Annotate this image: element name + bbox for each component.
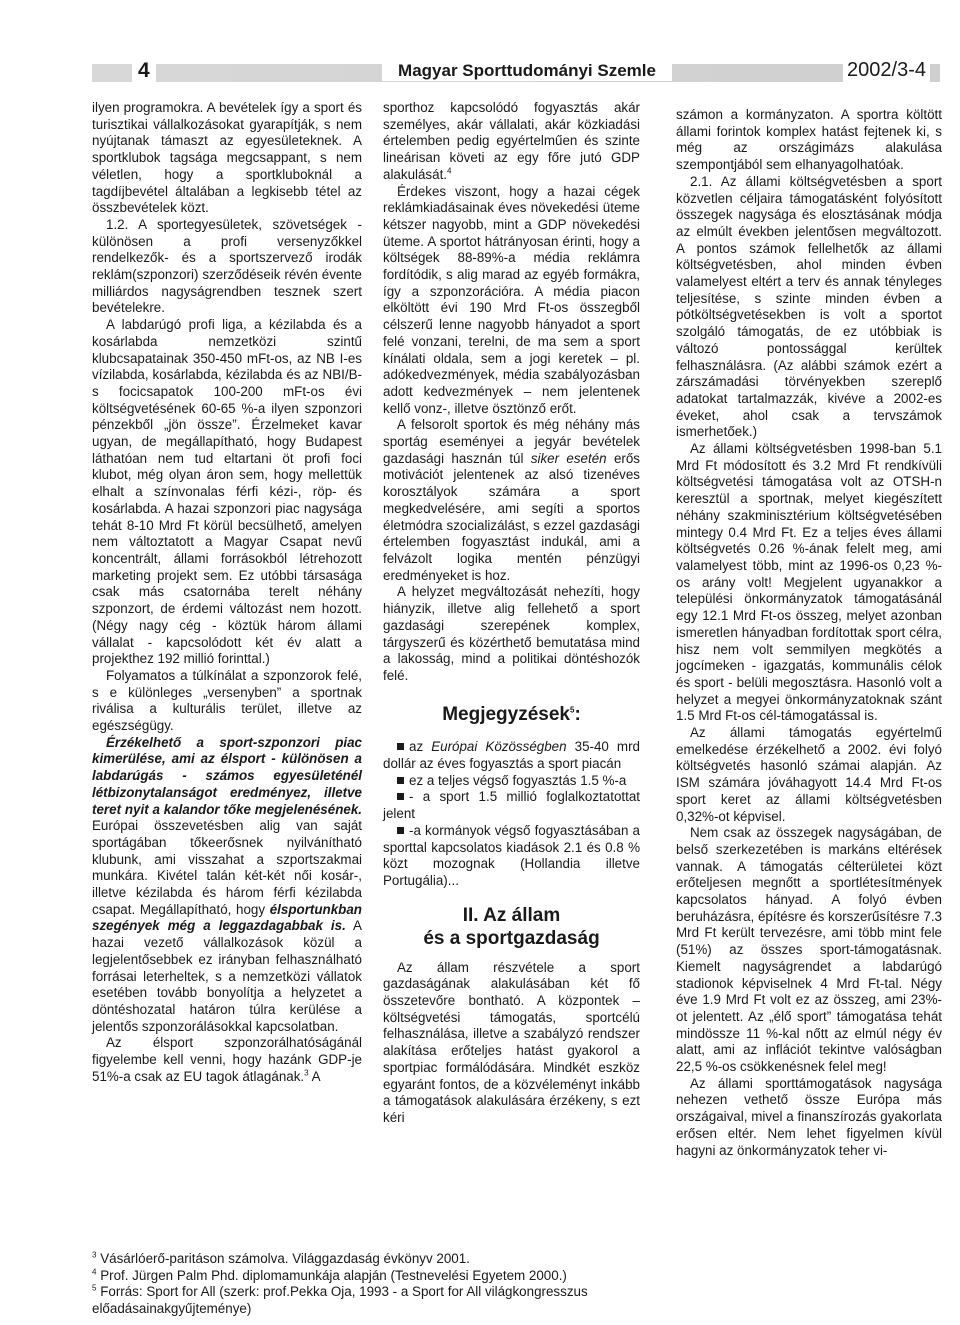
heading-text: Megjegyzések bbox=[442, 703, 570, 725]
footnotes bbox=[92, 1251, 652, 1317]
paragraph: 1.2. A sportegyesületek, szövetségek - különösen a profi versenyzőkkel rendelkezők- és a sportszervező irodák reklám(szponzori) szerződéseik révén évente milliárdos nagyságrendben tesznek szert bevételekre. bbox=[92, 216, 362, 316]
footnote-text: Prof. Jürgen Palm Phd. diplomamunkája alapján (Testnevelési Egyetem 2000.) bbox=[100, 1267, 567, 1283]
square-bullet-icon bbox=[397, 793, 404, 800]
text-run: A hazai vezető vállalkozások közül a legjelentősebbek ez irányban felhasználható forrásai leterheltek, s a nemzetközi vállatok esetében tovább bonyolítja a helyzetet a döntéshozatal határon túlra kerülése a jelentős szponzorálásokkal kapcsolatban. bbox=[92, 918, 362, 1034]
emphasis-text: Érzékelhető a sport-szponzori piac kimerülése, ami az élsport - különösen a labdarúgás - számos egyesületénél létbizonytalanságot eredményez, illetve teret nyit a kalandor tőke megjelenésének. bbox=[92, 734, 362, 817]
paragraph bbox=[383, 417, 640, 584]
paragraph: Az állami sporttámogatások nagysága nehezen vethető össze Európa más országaival, mivel a finanszírozás gyakorlata erősen eltér. Nem lehet figyelmen kívül hagyni az önkormányzatok teher vi- bbox=[676, 1075, 942, 1158]
text-run: 35-40 mrd dollár az éves fogyasztás a sport piacán bbox=[383, 739, 640, 772]
footnote-ref: 3 bbox=[304, 1068, 309, 1078]
text-run: sporthoz kapcsolódó fogyasztás akár személyes, akár vállalati, akár közkiadási értelemben pedig egyértelműen és szinte lineárisan követi az egy főre jutó GDP alakulását. bbox=[383, 100, 640, 182]
paragraph bbox=[383, 100, 640, 184]
text-run: az bbox=[409, 739, 432, 755]
square-bullet-icon bbox=[397, 777, 404, 784]
footnote-text: Forrás: Sport for All (szerk: prof.Pekka Oja, 1993 - a Sport for All világkongresszus előadásainakgyűjteménye) bbox=[92, 1284, 588, 1316]
page-number: 4 bbox=[132, 59, 156, 83]
paragraph: Nem csak az összegek nagyságában, de belső szerkezetében is markáns eltérések vannak. A támogatás célterületei közt erőteljesen megnőtt a sportlétesítmények kapcsolatos hányad. A folyó évben beruházásra, építésre és korszerűsítésre 7.3 Mrd Ft került tervezésre, ami több mint fele (51%) az összes sport-támogatásnak. Kiemelt nagyságrendet a labdarúgó stadionok képviselnek 4 Mrd Ft-tal. Négy éve 1.9 Mrd Ft volt ez az összeg, ami 23%-ot jelentett. Az „élő sport” támogatása tehát mindössze 11 %-kal nőtt az elmúl négy év alatt, ami az inflációt tekintve valóságban 22,5 %-os csökkenésnek felel meg! bbox=[676, 825, 942, 1075]
paragraph bbox=[92, 735, 362, 1036]
text-run: erős motivációt jelentenek az alsó tizenéves korosztályok számára a sport megkedvelésére, ami segíti a sportos életmódra szocializálást, s ezzel gazdasági értelemben fogyasztást indukál, ami a felvázolt logika mentén pénzügyi eredményeket is hoz. bbox=[383, 450, 641, 583]
text-run: -a kormányok végső fogyasztásában a sporttal kapcsolatos kiadások 2.1 és 0.8 % közt mozognak (Hollandia illetve Portugália)... bbox=[383, 822, 640, 888]
footnote-number: 3 bbox=[92, 1250, 97, 1260]
text-run: A bbox=[308, 1068, 321, 1084]
paragraph: 2.1. Az állami költségvetésben a sport közvetlen céljaira támogatásként folyósított összegek nagysága és elosztásának módja az elmúlt években jelentősen megváltozott. A pontos számok fellelhetők az állami költségvetésben, ahol minden évben valamelyest eltért a terv és annak tényleges teljesítése, s szinte minden évben a pótköltségvetésekben is volt a sportot szolgáló támogatás, de ez utóbbiak is változó pontossággal kerültek felhasználásra. (Az alábbi számok ezért a zárszámadási törvényekben szereplő adatokat tartalmazzák, kivéve a 2002-es éveket, ahol csak a tervszámok ismerhetőek.) bbox=[676, 173, 942, 440]
text-run: ez a teljes végső fogyasztás 1.5 %-a bbox=[409, 772, 627, 788]
footnote-ref: 4 bbox=[447, 166, 452, 176]
paragraph bbox=[92, 1035, 362, 1085]
note-item bbox=[383, 789, 640, 822]
note-item bbox=[383, 823, 640, 890]
column-middle bbox=[383, 100, 640, 1127]
paragraph: Az állam részvétele a sport gazdaságának alakulásában két fő összetevőre bontható. A központek – költségvetési támogatás, sportcélú felhasználása, illetve a szabályzó rendszer alakítása erőteljes hatást gyakorol a sportpiac formálódására. Mindkét eszköz egyaránt fontos, de a közvéleményt inkább a támogatások alakulására érzékeny, s ezt kéri bbox=[383, 959, 640, 1125]
paragraph: számon a kormányzaton. A sportra költött állami forintok komplex hatást fejtenek ki, s még az országimázs alakulása szempontjából sem elhanyagolhatóak. bbox=[676, 107, 942, 173]
notes-heading bbox=[383, 703, 640, 725]
square-bullet-icon bbox=[397, 827, 404, 834]
paragraph: Az állami támogatás egyértelmű emelkedése érzékelhető a 2002. évi folyó költségvetés hasonló számai alapján. Az ISM számára jóváhagyott 14.4 Mrd Ft-os sport keret az állami költségvetésben 0,32%-ot képvisel. bbox=[676, 725, 942, 824]
text-run: Az élsport szponzorálhatóságánál figyelembe kell venni, hogy hazánk GDP-je 51%-a csak az EU tagok átlagának. bbox=[92, 1035, 362, 1084]
column-right bbox=[676, 107, 942, 1159]
paragraph: A helyzet megváltozását nehezíti, hogy hiányzik, illetve alig fellehető a sport gazdasági szerepének komplex, tárgyszerű és közérthető bemutatása mind a lakosság, mind a politikai döntéshozók felé. bbox=[383, 584, 640, 683]
paragraph: ilyen programokra. A bevételek így a sport és turisztikai vállalkozásokat gyarapítják, s nem nyújtanak támaszt az egyesületeknek. A sportklubok tagsága megcsappant, s nem véletlen, hogy a sportkluboknál a tagdíjbevétel általában a legkisebb tétel az összbevételek közt. bbox=[92, 100, 362, 216]
italic-text: Európai Közösségben bbox=[431, 739, 567, 755]
footnote-ref: 5 bbox=[570, 705, 575, 715]
footnote-text: Vásárlóerő-paritáson számolva. Világgazdaság évkönyv 2001. bbox=[100, 1251, 470, 1266]
text-run: A felsorolt sportok és még néhány más sportág eseményei a jegyár bevételek gazdasági hasznán túl bbox=[383, 417, 640, 466]
column-left bbox=[92, 100, 362, 1085]
footnote-number: 5 bbox=[92, 1283, 97, 1293]
text-run: - a sport 1.5 millió foglalkoztatottat jelent bbox=[383, 789, 640, 822]
paragraph: A labdarúgó profi liga, a kézilabda és a kosárlabda nemzetközi szintű klubcsapatainak 350-450 mFt-os, az NB I-es vízilabda, kosárlabda, kézilabda és az NBI/B-s focicsapatok 100-200 mFt-os évi költségvetésének 60-65 %-a ilyen szponzori pénzekből „jön össze”. Érzelmeket kavar ugyan, de megállapítható, hogy Budapest láthatóan nem tud eltartani öt profi foci klubot, még olyan áron sem, hogy mellettük elhalt a színvonalas férfi kézi-, röp- és kosárlabda. A hazai szponzori piac nagysága tehát 8-10 Mrd Ft körül becsülhető, amelyen nem változtatott a Magyar Csapat nevű koncentrált, állami forrásokból létrehozott marketing projekt sem. Ez utóbbi társasága csak más csatornába terelt néhány szponzort, de érdemi változást nem hozott. (Négy nagy cég - köztük három állami vállalat - kapcsolódott két év alatt a projekthez 192 millió forinttal.) bbox=[92, 317, 362, 667]
footnote bbox=[92, 1268, 652, 1285]
journal-title: Magyar Sporttudományi Szemle bbox=[382, 61, 672, 81]
paragraph: Az állami költségvetésben 1998-ban 5.1 Mrd Ft módosított és 3.2 Mrd Ft rendkívüli költségvetési támogatása volt az OTSH-n keresztül a sportnak, melyet kiegészített néhány szakminisztérium költségvetésében mintegy 0.4 Mrd Ft. Ez a teljes éves állami költségvetés 0.26 %-ának felelt meg, ami valamelyest több, mint az 1996-os 0,23 %-os arány volt! Megjelent ugyanakkor a települési önkormányzatok támogatásánál egy 12.1 Mrd Ft-os összeg, melyet azonban ismeretlen hányadban fordítottak sport célra, hisz nem volt semmilyen megkötés a jogcímeken - igazgatás, kommunális célok és sport - belüli megosztásra. Hasonló volt a helyzet a megyei önkormányzatoknak szánt 1.5 Mrd Ft-os cél-támogatással is. bbox=[676, 441, 942, 724]
section-heading bbox=[383, 904, 640, 950]
note-item bbox=[383, 773, 640, 790]
footnote bbox=[92, 1284, 652, 1317]
text-run: Európai összevetésben alig van saját sportágában tőkeerősnek nyilvánítható klubunk, ami visszahat a szportszakmai munkára. Kivétel talán két-két női kosár-, illetve kézilabda és három férfi kézilabda csapat. Megállapítható, hogy bbox=[92, 818, 362, 917]
issue-number: 2002/3-4 bbox=[843, 59, 930, 82]
paragraph: Folyamatos a túlkínálat a szponzorok felé, s e különleges „versenyben” a sportnak riválisa a kulturális terület, illetve az egészségügy. bbox=[92, 667, 362, 734]
footnote-number: 4 bbox=[92, 1267, 97, 1277]
emphasis-text: élsportunkban szegények még a leggazdagabbak is. bbox=[92, 901, 362, 934]
square-bullet-icon bbox=[397, 743, 404, 750]
note-item bbox=[383, 739, 640, 772]
italic-text: siker esetén bbox=[530, 450, 607, 466]
paragraph: Érdekes viszont, hogy a hazai cégek reklámkiadásainak éves növekedési üteme kétszer nagyobb, mint a GDP növekedési üteme. A sportot hátrányosan érinti, hogy a költségek 88-89%-a média reklámra fordítódik, s alig marad az egyéb formákra, így a szponzorációra. A média piacon elköltött évi 190 Mrd Ft-os összegből célszerű lenne nagyobb hányadot a sport felé vonzani, terelni, de ma sem a sport kínálati oldala, sem a jogi keretek – pl. adókedvezmények, média szabályozásban adott kedvezmények – nem jelentenek kellő vonz-, illetve ösztönző erőt. bbox=[383, 183, 640, 416]
section-heading-line: és a sportgazdaság bbox=[423, 927, 600, 949]
section-heading-line: II. Az állam bbox=[462, 904, 561, 926]
footnote bbox=[92, 1251, 652, 1268]
heading-colon: : bbox=[574, 703, 581, 725]
